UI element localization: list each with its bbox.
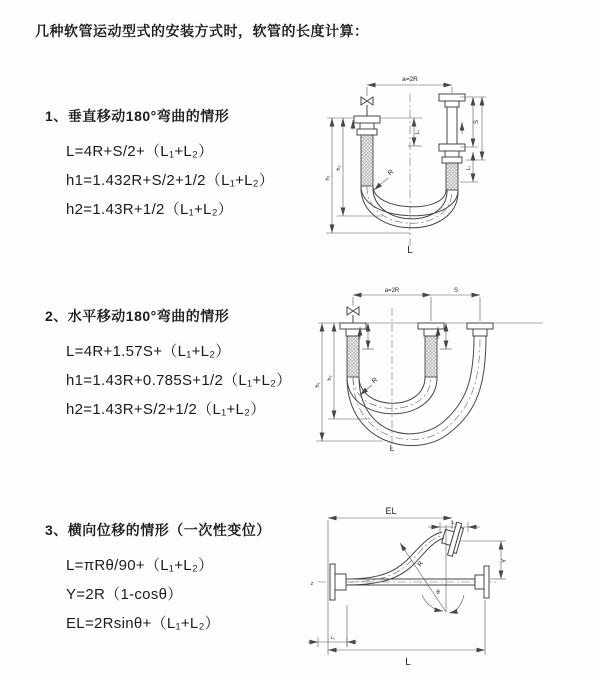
braided-hose <box>425 336 437 377</box>
formula-line: Y=2R（1-cosθ） <box>66 586 183 603</box>
dim-label-h-inner: h₂ <box>327 375 333 381</box>
dim-label-l: L <box>405 657 411 668</box>
section-1-heading: 1、垂直移动180°弯曲的情形 <box>45 108 230 124</box>
formula-line: h1=1.432R+S/2+1/2（L₁+L₂） <box>66 172 275 189</box>
dimension-s <box>460 97 486 182</box>
left-flange-fitting <box>354 116 380 135</box>
dimension-el <box>328 506 452 655</box>
dim-label-l: L <box>407 245 413 256</box>
hose-curves <box>347 336 486 446</box>
dimension-l1 <box>428 520 480 532</box>
dimension-a2r <box>367 76 452 96</box>
dim-label-a2r: a=2R <box>402 76 418 83</box>
dim-label-l1-left: L₁ <box>415 129 421 135</box>
hose-curves <box>361 186 458 228</box>
page-title: 几种软管运动型式的安装方式时，软管的长度计算： <box>35 23 369 39</box>
dim-label-s: S <box>453 288 459 294</box>
radius-label <box>374 169 395 190</box>
dim-label-r: R <box>386 168 396 178</box>
dim-label-l2: L₂ <box>330 635 336 640</box>
diagram-vertical-180-bend <box>310 68 600 263</box>
middle-flange-fitting <box>418 323 444 336</box>
right-flange-fitting <box>475 566 489 598</box>
braided-hose <box>446 163 458 190</box>
section-1 <box>45 106 274 224</box>
valve-icon <box>361 97 373 116</box>
dim-label-h-inner: h₂ <box>336 165 342 171</box>
dim-label-r: R <box>370 376 380 386</box>
dim-label-l: L <box>389 444 395 453</box>
formula-line: h2=1.43R+S/2+1/2（L₁+L₂） <box>66 401 266 418</box>
right-flange-fitting <box>467 323 493 336</box>
dimension-a2r <box>353 288 480 321</box>
dim-label-h-outer: h₁ <box>315 382 321 388</box>
dim-label-s: S <box>474 119 480 125</box>
braided-hose <box>347 336 359 377</box>
section-3 <box>45 520 271 638</box>
section-2 <box>45 306 292 424</box>
formula-line: h2=1.43R+1/2（L₁+L₂） <box>66 201 234 218</box>
formula-line: h1=1.43R+0.785S+1/2（L₁+L₂） <box>66 372 292 389</box>
dim-label-theta: θ <box>436 590 440 596</box>
formula-line: L=πRθ/90+（L₁+L₂） <box>66 557 214 574</box>
dim-label-y: Y <box>501 558 508 564</box>
formula-line: L=4R+1.57S+（L₁+L₂） <box>66 343 231 360</box>
radius-label <box>360 377 379 395</box>
dim-label-a2r: a=2R <box>384 288 400 294</box>
dim-label-l1-right: L₁ <box>466 165 472 171</box>
dim-label-h-outer: h₁ <box>325 175 331 181</box>
dim-label-el: EL <box>385 506 397 516</box>
centerline-mark: z <box>310 581 314 587</box>
formula-line: L=4R+S/2+（L₁+L₂） <box>66 143 214 160</box>
right-flange-fitting-upper <box>439 94 465 107</box>
left-flange-fitting <box>330 564 346 600</box>
dim-label-l1: L₁ <box>451 520 457 525</box>
braided-hose <box>361 135 373 186</box>
dimension-l2 <box>308 605 357 647</box>
section-3-heading: 3、横向位移的情形（一次性变位） <box>45 522 271 538</box>
section-2-heading: 2、水平移动180°弯曲的情形 <box>45 308 230 324</box>
dim-label-r: R <box>416 560 426 569</box>
left-flange-fitting <box>340 323 366 336</box>
formula-line: EL=2Rsinθ+（L₁+L₂） <box>66 615 220 632</box>
diagram-horizontal-180-bend <box>308 283 600 463</box>
s-curve-hose <box>346 532 444 585</box>
dimension-l <box>328 600 485 668</box>
valve-icon <box>347 307 359 323</box>
diagram-lateral-displacement <box>300 495 600 673</box>
